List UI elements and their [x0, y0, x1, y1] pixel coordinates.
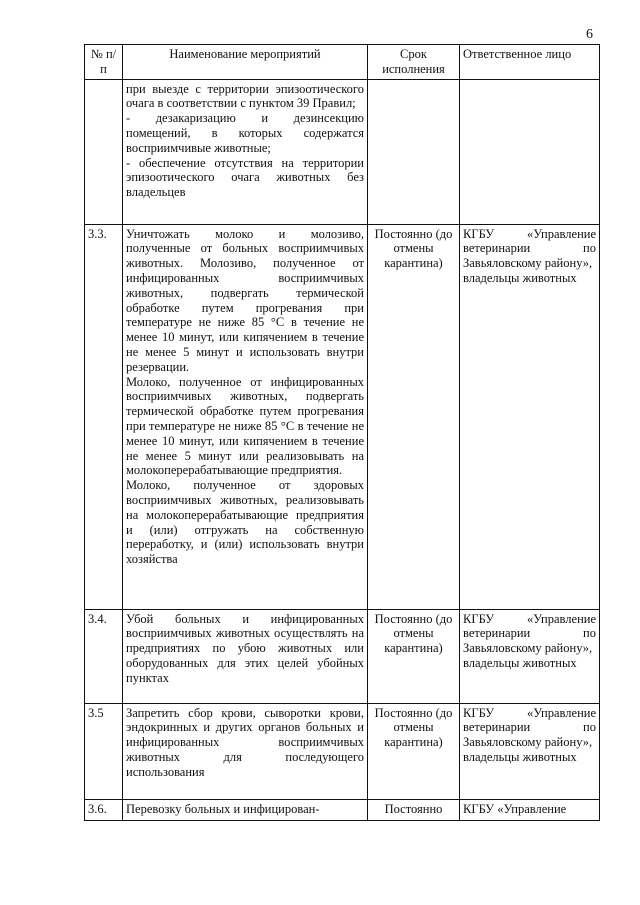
row-num: 3.6. — [85, 799, 123, 820]
measure-paragraph: - обеспечение отсутствия на территории эпизоотического очага животных без владельцев — [126, 155, 364, 200]
row-measure — [123, 703, 368, 799]
row-num: 3.3. — [85, 224, 123, 609]
responsible-line: КГБУ «Управление ветеринарии по Завьяловскому району», — [463, 611, 596, 656]
table-row — [85, 609, 600, 703]
measure-paragraph: Молоко, полученное от здоровых восприимчивых животных, реализовывать на молокоперерабатывающие предприятия и (или) отгружать на собственную переработку, и (или) использовать внутри хозяйства — [126, 478, 364, 567]
header-term: Срок исполнения — [368, 45, 460, 80]
row-term: Постоянно — [368, 799, 460, 820]
row-term: Постоянно (до отмены карантина) — [368, 703, 460, 799]
row-responsible — [460, 703, 600, 799]
row-term — [368, 79, 460, 224]
row-responsible — [460, 609, 600, 703]
row-num — [85, 79, 123, 224]
table-row — [85, 799, 600, 820]
row-measure — [123, 224, 368, 609]
header-name: Наименование мероприятий — [123, 45, 368, 80]
measure-paragraph: Молоко, полученное от инфицированных восприимчивых животных, подвергать термической обработке путем прогревания при температуре не ниже 85 °С в течение не менее 10 минут, или кипячением в течение не менее 5 минут или реализовывать на молокоперерабатывающие предприятия. — [126, 374, 364, 478]
responsible-line: КГБУ «Управление — [463, 801, 567, 816]
measure-paragraph: при выезде с территории эпизоотического очага в соответствии с пунктом 39 Правил; — [126, 81, 364, 111]
table-row — [85, 224, 600, 609]
responsible-line: КГБУ «Управление ветеринарии по Завьяловскому району», — [463, 226, 596, 271]
measure-paragraph: - дезакаризацию и дезинсекцию помещений, в которых содержатся восприимчивые животные; — [126, 111, 364, 155]
row-num: 3.5 — [85, 703, 123, 799]
row-term: Постоянно (до отмены карантина) — [368, 224, 460, 609]
responsible-line: КГБУ «Управление ветеринарии по Завьяловскому району», — [463, 705, 596, 750]
row-measure — [123, 79, 368, 224]
measure-paragraph: Запретить сбор крови, сыворотки крови, эндокринных и других органов больных и инфицированных восприимчивых животных для последующего использования — [126, 705, 364, 779]
row-responsible — [460, 79, 600, 224]
responsible-line: владельцы животных — [463, 655, 577, 670]
responsible-line: владельцы животных — [463, 749, 577, 764]
row-responsible — [460, 224, 600, 609]
row-measure — [123, 609, 368, 703]
measure-paragraph: Убой больных и инфицированных восприимчивых животных осуществлять на предприятиях по убою животных или оборудованных для этих целей убойных пунктах — [126, 611, 364, 685]
page-number: 6 — [586, 27, 593, 42]
responsible-line: владельцы животных — [463, 270, 577, 285]
table-row — [85, 703, 600, 799]
row-measure — [123, 799, 368, 820]
measure-paragraph: Перевозку больных и инфицирован- — [126, 801, 320, 816]
measure-paragraph: Уничтожать молоко и молозиво, полученные от больных восприимчивых животных. Молозиво, полученное от инфицированных восприимчивых животных, подвергать термической обработке путем прогревания при температуре не ниже 85 °С в течение не менее 10 минут, или кипячением в течение не менее 5 минут и использовать внутри резервации. — [126, 226, 364, 374]
row-responsible — [460, 799, 600, 820]
header-responsible: Ответственное лицо — [460, 45, 600, 80]
table-row — [85, 79, 600, 224]
row-num: 3.4. — [85, 609, 123, 703]
table-header-row — [85, 45, 600, 80]
measures-table — [84, 44, 600, 821]
row-term: Постоянно (до отмены карантина) — [368, 609, 460, 703]
header-num: № п/п — [85, 45, 123, 80]
